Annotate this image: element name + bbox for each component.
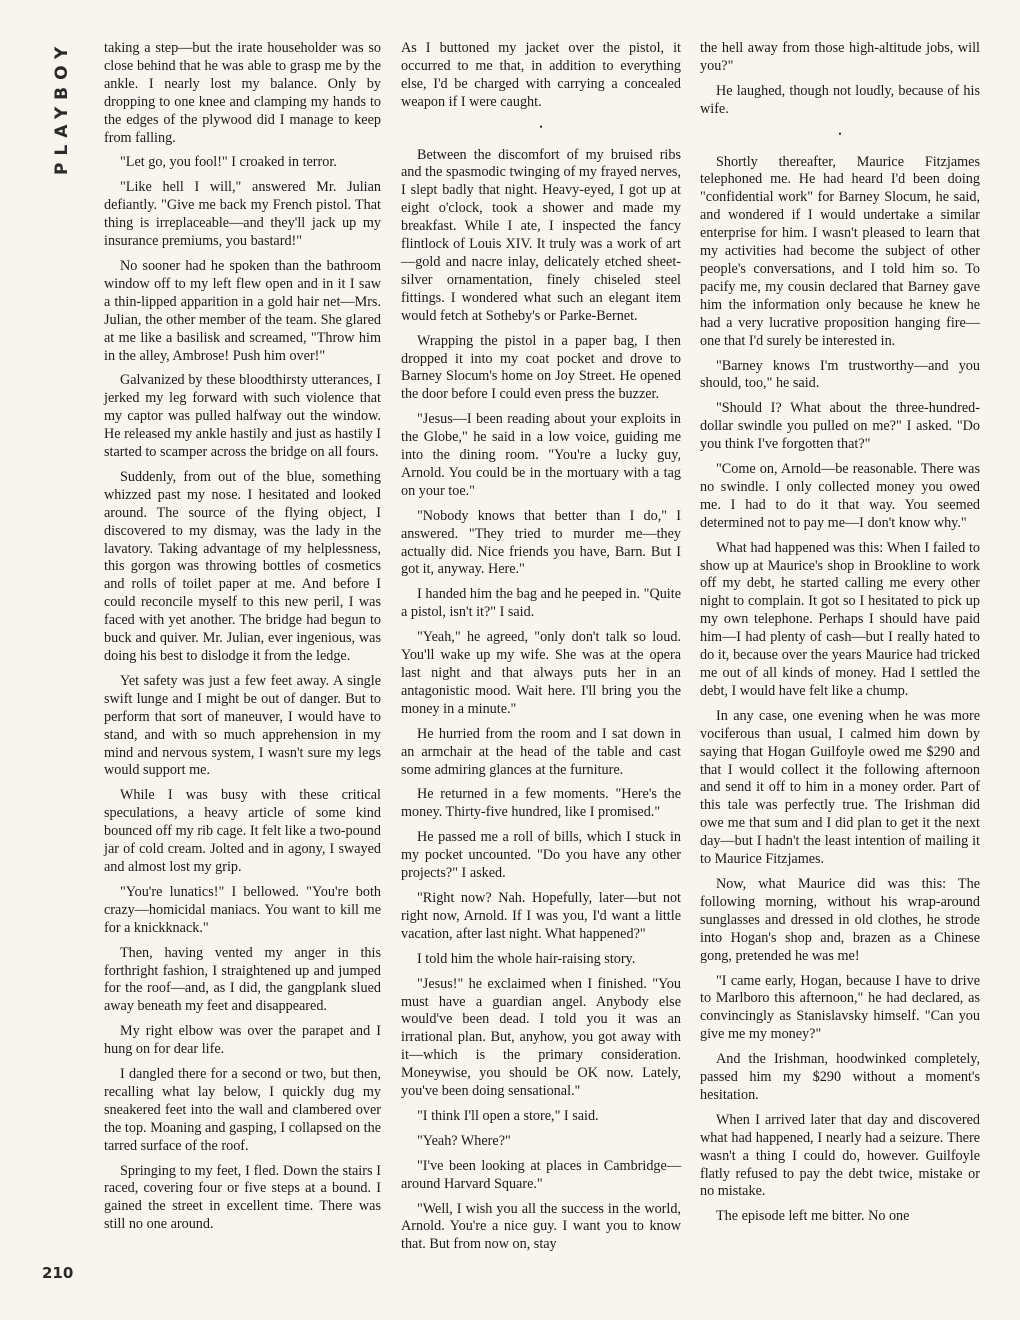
paragraph: He returned in a few moments. "Here's the money. Thirty-five hundred, like I promised." xyxy=(401,786,681,821)
paragraph: I handed him the bag and he peeped in. "Quite a pistol, isn't it?" I said. xyxy=(401,586,681,621)
paragraph: "I think I'll open a store," I said. xyxy=(417,1107,599,1124)
paragraph: Shortly thereafter, Maurice Fitzjames telephoned me. He had heard I'd been doing "confidential work" for Barney Slocum, he said, and wondered if I would undertake a similar enterprise for him. I wasn't pleased to learn that my activities had become the subject of other people's conversations, and I told him so. To pacify me, my cousin declared that Barney gave him the information only because he knew he had a very lucrative proposition hanging fire—one that I'd surely be interested in. xyxy=(700,153,980,349)
paragraph: Then, having vented my anger in this forthright fashion, I straightened up and jumped for the roof—and, as I did, the gangplank slued away beneath my feet and disappeared. xyxy=(104,944,381,1015)
paragraph: "Let go, you fool!" I croaked in terror. xyxy=(120,154,337,171)
paragraph: The episode left me bitter. No one xyxy=(716,1208,910,1225)
paragraph: He laughed, though not loudly, because of his wife. xyxy=(700,82,980,117)
paragraph: Yet safety was just a few feet away. A single swift lunge and I might be out of danger. But to perform that sort of maneuver, I would have to stand, and with so much apprehension in my mind and nervous system, I wasn't sure my legs would support me. xyxy=(104,672,381,779)
paragraph: "You're lunatics!" I bellowed. "You're both crazy—homicidal maniacs. You want to kill me for a knickknack." xyxy=(104,883,381,936)
column-1 xyxy=(104,40,381,1241)
paragraph: While I was busy with these critical speculations, a heavy article of some kind bounced off my rib cage. It felt like a two-pound jar of cold cream. Jolted and in agony, I swayed and almost lost my grip. xyxy=(104,787,381,875)
paragraph: When I arrived later that day and discovered what had happened, I nearly had a seizure. There wasn't a thing I could do, however. Guilfoyle flatly refused to pay the debt twice, mistake or no mistake. xyxy=(700,1111,980,1200)
paragraph: "Yeah," he agreed, "only don't talk so loud. You'll wake up my wife. She was at the opera last night and that always puts her in an antagonistic mood. Wait here. I'll bring you the money in a minute." xyxy=(401,629,681,717)
paragraph: As I buttoned my jacket over the pistol, it occurred to me that, in addition to everything else, I'd be charged with carrying a concealed weapon if I were caught. xyxy=(401,40,681,110)
column-3 xyxy=(700,40,980,1233)
paragraph: the hell away from those high-altitude jobs, will you?" xyxy=(700,40,980,74)
paragraph: "Well, I wish you all the success in the world, Arnold. You're a nice guy. I want you to know that. But from now on, stay xyxy=(401,1200,681,1253)
paragraph: "Should I? What about the three-hundred-dollar swindle you pulled on me?" I asked. "Do you think I've forgotten that?" xyxy=(700,400,980,453)
paragraph: I dangled there for a second or two, but then, recalling what lay below, I quickly dug my sneakered feet into the wall and clambered over the top. Moaning and gasping, I collapsed on the tarred surface of the roof. xyxy=(104,1066,381,1154)
paragraph: "Jesus!" he exclaimed when I finished. "You must have a guardian angel. Anybody else would've been dead. I told you it was an irrational plan. But, anyhow, you got away with it—which is the primary consideration. Moneywise, you should be OK now. Lately, you've been doing sensational." xyxy=(401,975,681,1100)
paragraph: "I've been looking at places in Cambridge—around Harvard Square." xyxy=(401,1157,681,1192)
paragraph: No sooner had he spoken than the bathroom window off to my left flew open and in it I saw a thin-lipped apparition in a gold hair net—Mrs. Julian, the other member of the team. She glared at me like a basilisk and screamed, "Throw him in the alley, Ambrose! Push him over!" xyxy=(104,257,381,364)
paragraph: taking a step—but the irate householder was so close behind that he was able to grasp me by the ankle. I nearly lost my balance. Only by dropping to one knee and clamping my hands to the edges of the plywood did I manage to keep from falling. xyxy=(104,40,381,146)
column-2 xyxy=(401,40,681,1261)
paragraph: "Right now? Nah. Hopefully, later—but not right now, Arnold. If I was you, I'd want a little vacation, after last night. What happened?" xyxy=(401,889,681,942)
page-number: 210 xyxy=(42,1264,74,1282)
paragraph: What had happened was this: When I failed to show up at Maurice's shop in Brookline to work off my debt, he started calling me every other night to complain. It got so I hesitated to pick up my own telephone. Perhaps I should have paid him—I had plenty of cash—but I really hated to do it, because over the years Maurice had tricked me out of all kinds of money. Had I settled the debt, I would have felt like a chump. xyxy=(700,539,980,699)
paragraph: "Yeah? Where?" xyxy=(417,1132,511,1149)
paragraph: He hurried from the room and I sat down in an armchair at the head of the table and cast some admiring glances at the furniture. xyxy=(401,725,681,778)
paragraph: I told him the whole hair-raising story. xyxy=(417,950,636,967)
paragraph: My right elbow was over the parapet and I hung on for dear life. xyxy=(104,1023,381,1058)
section-separator: • xyxy=(838,128,842,139)
paragraph: "Like hell I will," answered Mr. Julian defiantly. "Give me back my French pistol. That thing is irreplaceable—and they'll jack up my insurance premiums, you bastard!" xyxy=(104,179,381,250)
paragraph: "I came early, Hogan, because I have to drive to Marlboro this afternoon," he had declared, as convincingly as Stanislavsky himself. "Can you give me my money?" xyxy=(700,972,980,1043)
paragraph: "Jesus—I been reading about your exploits in the Globe," he said in a low voice, guiding me into the dining room. "You're a lucky guy, Arnold. You could be in the mortuary with a tag on your toe." xyxy=(401,411,681,499)
paragraph: And the Irishman, hoodwinked completely, passed him my $290 without a moment's hesitation. xyxy=(700,1051,980,1103)
paragraph: Springing to my feet, I fled. Down the stairs I raced, covering four or five steps at a bound. I gained the street in excellent time. There was still no one around. xyxy=(104,1162,381,1233)
magazine-brand: PLAYBOY xyxy=(52,40,72,176)
paragraph: Between the discomfort of my bruised ribs and the spasmodic twinging of my frayed nerves, I slept badly that night. Heavy-eyed, I got up at eight o'clock, took a shower and made my breakfast. While I ate, I inspected the fancy flintlock of Louis XIV. It truly was a work of art—gold and nacre inlay, delicately etched sheet-silver ornamentation, finely chiseled steel fittings. I wondered what such an elegant item would fetch at Sotheby's or Parke-Bernet. xyxy=(401,146,681,324)
paragraph: "Come on, Arnold—be reasonable. There was no swindle. I only collected money you owed me. I had to do it that way. You seemed determined not to pay me—I don't know why." xyxy=(700,461,980,531)
paragraph: He passed me a roll of bills, which I stuck in my pocket uncounted. "Do you have any other projects?" I asked. xyxy=(401,829,681,882)
paragraph: "Barney knows I'm trustworthy—and you should, too," he said. xyxy=(700,357,980,392)
paragraph: In any case, one evening when he was more vociferous than usual, I calmed him down by saying that Hogan Guilfoyle owed me $290 and that I would collect it the following afternoon and send it off to him in a money order. Part of this tale was perfectly true. The Irishman did owe me that sum and I did plan to get it the next day—but I hadn't the least intention of mailing it to Maurice Fitzjames. xyxy=(700,707,980,868)
paragraph: Wrapping the pistol in a paper bag, I then dropped it into my coat pocket and drove to Barney Slocum's home on Joy Street. He opened the door before I could even press the buzzer. xyxy=(401,332,681,403)
paragraph: "Nobody knows that better than I do," I answered. "They tried to murder me—they actually did. Nice friends you have, Barn. But I got it, anyway. Here." xyxy=(401,507,681,578)
section-separator: • xyxy=(539,121,543,132)
paragraph: Suddenly, from out of the blue, something whizzed past my nose. I hesitated and looked around. The source of the flying object, I discovered to my dismay, was the lady in the lavatory. Taking advantage of my helplessness, this gorgon was throwing bottles of cosmetics and rolls of toilet paper at me. And before I could reconcile myself to this new peril, I was faced with yet another. The bridge had begun to buck and quiver. Mr. Julian, ever ingenious, was doing his best to dislodge it from the ledge. xyxy=(104,468,381,664)
paragraph: Galvanized by these bloodthirsty utterances, I jerked my leg forward with such violence that my captor was pulled halfway out the window. He released my ankle hastily and just as hastily I started to scamper across the bridge on all fours. xyxy=(104,372,381,461)
paragraph: Now, what Maurice did was this: The following morning, without his wrap-around sunglasses and dressed in old clothes, he strode into Hogan's shop and, brazen as a Chinese gong, pretended he was me! xyxy=(700,875,980,964)
